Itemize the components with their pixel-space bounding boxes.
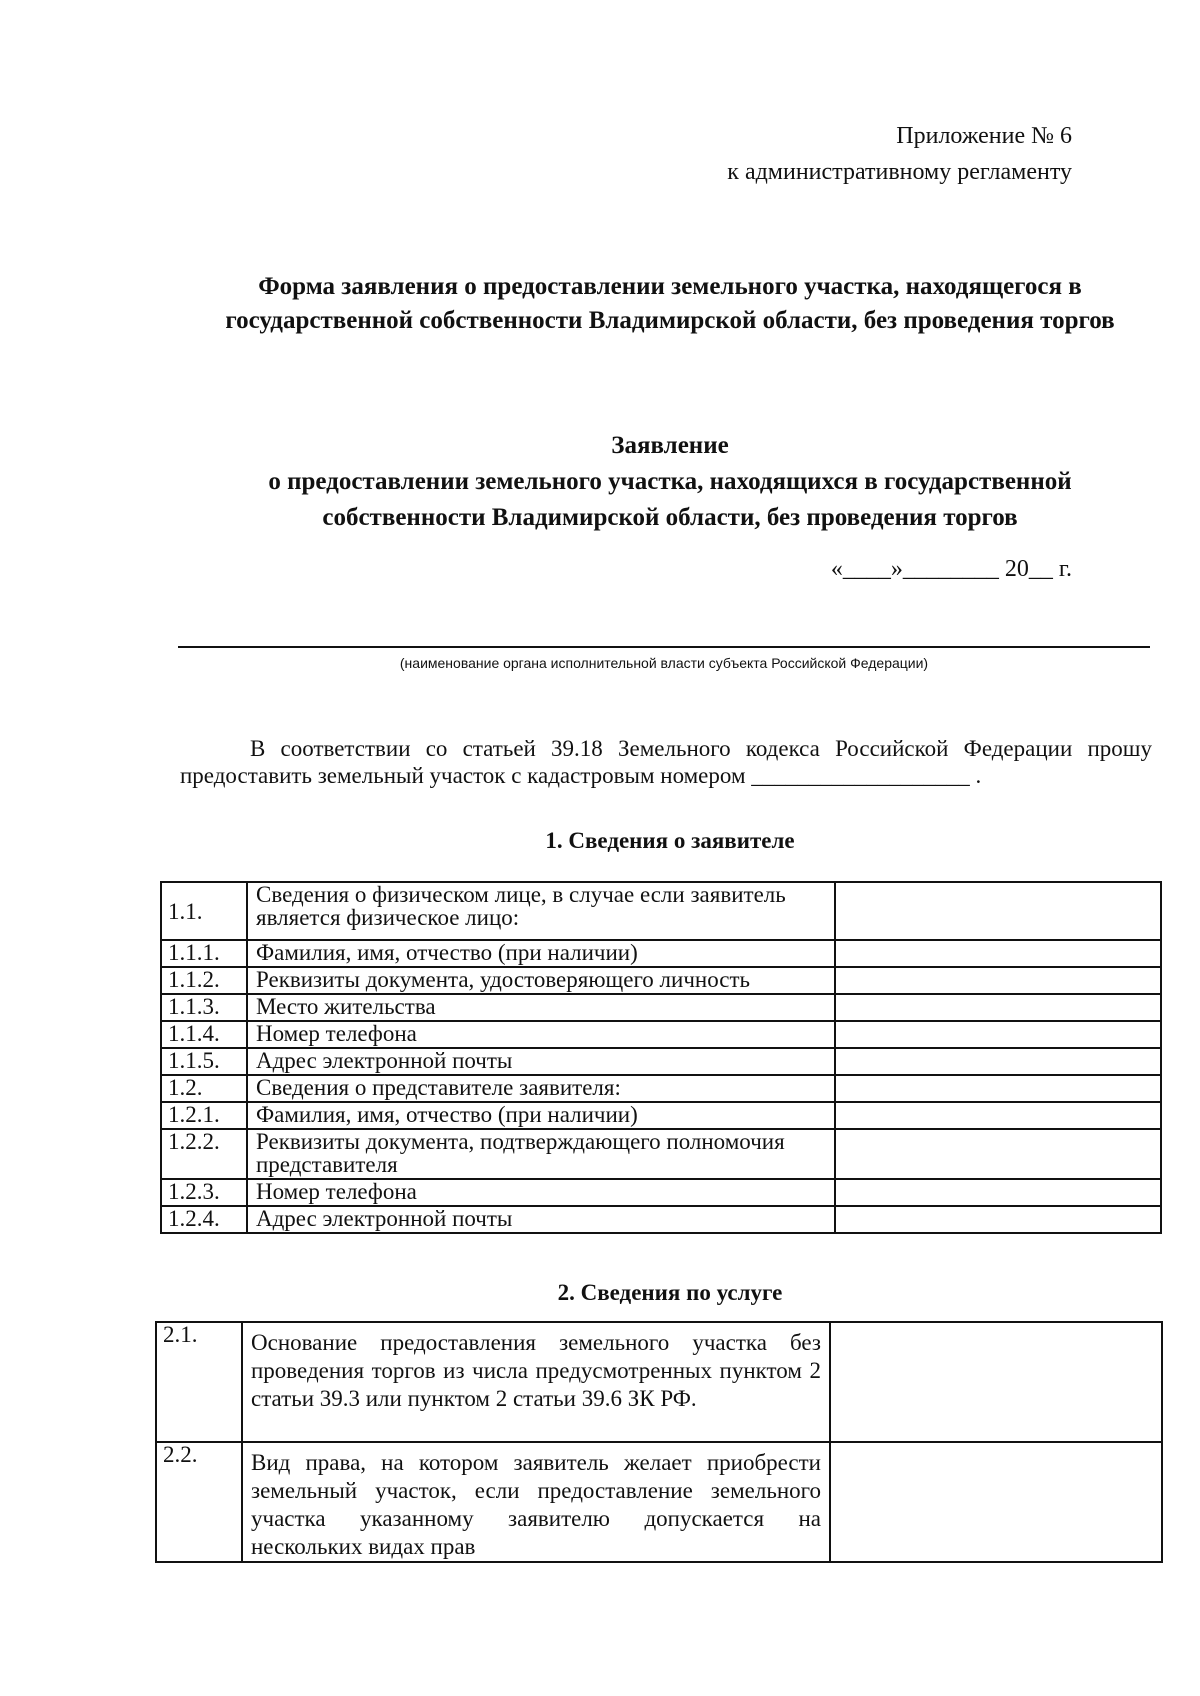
table-row	[161, 967, 1161, 994]
row-label: Фамилия, имя, отчество (при наличии)	[247, 1102, 835, 1129]
request-paragraph	[180, 735, 1152, 789]
row-value-cell[interactable]	[835, 1048, 1161, 1075]
date-field[interactable]: «____»________ 20__ г.	[830, 556, 1072, 582]
row-number: 2.1.	[156, 1322, 242, 1442]
application-heading: Заявление	[611, 432, 729, 459]
org-name-field-line[interactable]	[178, 646, 1150, 648]
table-row	[156, 1322, 1162, 1442]
table-row	[161, 994, 1161, 1021]
table-row	[156, 1442, 1162, 1562]
row-number: 1.1.5.	[161, 1048, 247, 1075]
row-value-cell[interactable]	[835, 882, 1161, 940]
annex-number: Приложение № 6	[896, 123, 1072, 149]
table-row	[161, 940, 1161, 967]
row-number: 1.1.3.	[161, 994, 247, 1021]
table-row	[161, 1021, 1161, 1048]
row-label: Реквизиты документа, подтверждающего полномочия представителя	[247, 1129, 835, 1179]
row-label: Адрес электронной почты	[247, 1206, 835, 1233]
row-label: Основание предоставления земельного участка без проведения торгов из числа предусмотренных пунктом 2 статьи 39.3 или пунктом 2 статьи 39.6 ЗК РФ.	[242, 1322, 830, 1442]
row-label: Фамилия, имя, отчество (при наличии)	[247, 940, 835, 967]
row-value-cell[interactable]	[835, 940, 1161, 967]
table-row	[161, 1179, 1161, 1206]
row-label: Номер телефона	[247, 1179, 835, 1206]
row-label: Вид права, на котором заявитель желает приобрести земельный участок, если предоставление земельного участка указанному заявителю допускается на нескольких видах прав	[242, 1442, 830, 1562]
applicant-info-table	[160, 881, 1162, 1234]
row-label: Адрес электронной почты	[247, 1048, 835, 1075]
row-label: Место жительства	[247, 994, 835, 1021]
org-name-caption: (наименование органа исполнительной власти субъекта Российской Федерации)	[399, 655, 929, 671]
row-value-cell[interactable]	[835, 1129, 1161, 1179]
row-number: 2.2.	[156, 1442, 242, 1562]
row-value-cell[interactable]	[835, 1179, 1161, 1206]
row-value-cell[interactable]	[835, 1206, 1161, 1233]
annex-reference: к административному регламенту	[727, 159, 1072, 185]
table-row	[161, 1075, 1161, 1102]
request-line-2: предоставить земельный участок с кадастровым номером ___________________ .	[180, 763, 982, 788]
row-number: 1.2.3.	[161, 1179, 247, 1206]
form-title: Форма заявления о предоставлении земельного участка, находящегося в государственной собственности Владимирской области, без проведения торгов	[225, 273, 1115, 334]
row-value-cell[interactable]	[835, 967, 1161, 994]
row-value-cell[interactable]	[830, 1322, 1162, 1442]
service-info-table	[155, 1321, 1163, 1563]
row-label: Сведения о представителе заявителя:	[247, 1075, 835, 1102]
request-line-1: В соответствии со статьей 39.18 Земельного кодекса Российской Федерации прошу	[250, 736, 1152, 761]
row-number: 1.2.	[161, 1075, 247, 1102]
application-title-block	[170, 428, 1170, 536]
row-number: 1.2.2.	[161, 1129, 247, 1179]
row-number: 1.1.2.	[161, 967, 247, 994]
row-value-cell[interactable]	[830, 1442, 1162, 1562]
row-value-cell[interactable]	[835, 1021, 1161, 1048]
section-2-title: 2. Сведения по услуге	[557, 1280, 783, 1305]
row-value-cell[interactable]	[835, 1075, 1161, 1102]
row-label: Номер телефона	[247, 1021, 835, 1048]
row-number: 1.2.4.	[161, 1206, 247, 1233]
row-number: 1.2.1.	[161, 1102, 247, 1129]
row-number: 1.1.4.	[161, 1021, 247, 1048]
table-row	[161, 882, 1161, 940]
section-1-title: 1. Сведения о заявителе	[545, 828, 795, 853]
row-value-cell[interactable]	[835, 1102, 1161, 1129]
row-number: 1.1.	[161, 882, 247, 940]
row-number: 1.1.1.	[161, 940, 247, 967]
table-row	[161, 1129, 1161, 1179]
table-row	[161, 1048, 1161, 1075]
row-value-cell[interactable]	[835, 994, 1161, 1021]
application-subheading: о предоставлении земельного участка, находящихся в государственной собственности Владимирской области, без проведения торгов	[268, 468, 1072, 531]
row-label: Сведения о физическом лице, в случае если заявитель является физическое лицо:	[247, 882, 835, 940]
table-row	[161, 1102, 1161, 1129]
row-label: Реквизиты документа, удостоверяющего личность	[247, 967, 835, 994]
table-row	[161, 1206, 1161, 1233]
